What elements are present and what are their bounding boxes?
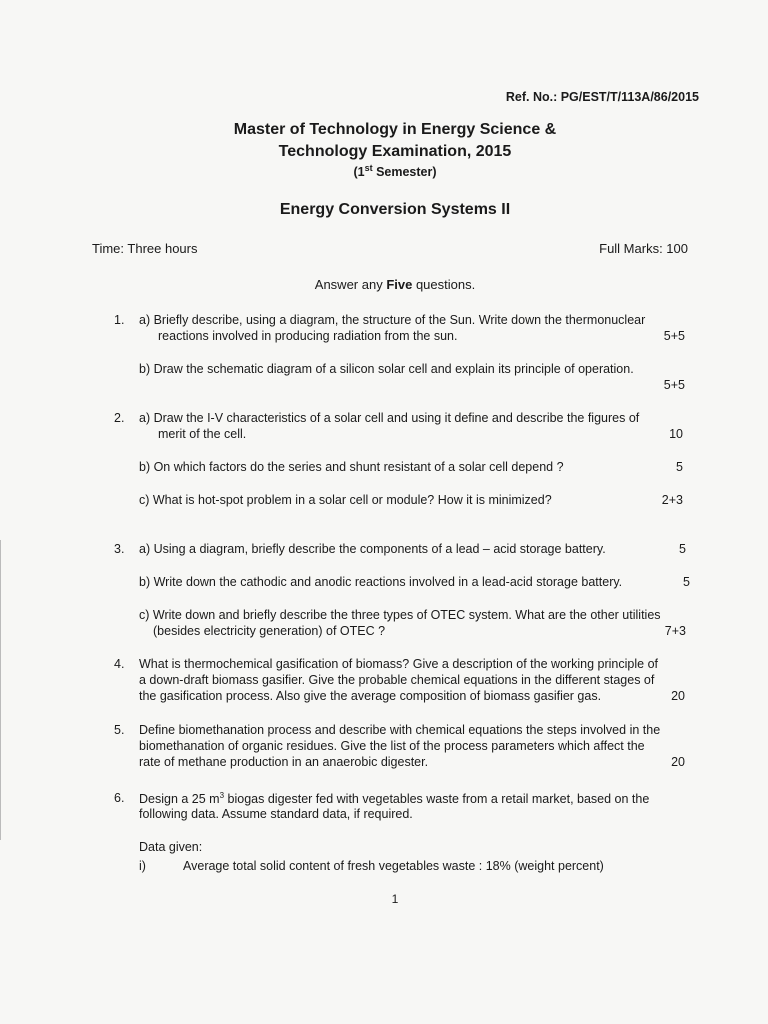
q6-item-i-number: i)	[139, 859, 146, 873]
q4-line3: the gasification process. Also give the average composition of biomass gasifier gas.	[139, 689, 602, 703]
scan-edge-line	[0, 540, 1, 840]
q6-line1-pre: Design a 25 m	[139, 792, 220, 807]
q5-marks: 20	[671, 755, 685, 769]
semester-suffix: Semester)	[372, 165, 437, 180]
q4-line2: a down-draft biomass gasifier. Give the probable chemical equations in the different stages of	[139, 673, 655, 687]
q3c-line1: c) Write down and briefly describe the three types of OTEC system. What are the other utilities	[139, 608, 661, 622]
q1a-line2: reactions involved in producing radiation from the sun.	[158, 329, 458, 343]
exam-title-line2: Technology Examination, 2015	[278, 143, 512, 160]
q3-number: 3.	[114, 542, 125, 556]
q5-line2: biomethanation of organic residues. Give the list of the process parameters which affect the	[139, 739, 645, 753]
q6-item-i-text: Average total solid content of fresh vegetables waste : 18% (weight percent)	[183, 859, 604, 873]
q2c-marks: 2+3	[661, 493, 683, 507]
q3c-line2: (besides electricity generation) of OTEC ?	[153, 624, 386, 638]
semester-prefix: (1	[353, 165, 365, 180]
full-marks: Full Marks: 100	[599, 241, 688, 256]
q1a-marks: 5+5	[663, 329, 685, 343]
q4-number: 4.	[114, 657, 125, 671]
q6-number: 6.	[114, 791, 125, 805]
q2a-line2: merit of the cell.	[158, 427, 247, 441]
semester	[0, 163, 768, 179]
q2b-marks: 5	[676, 460, 683, 474]
instruction-bold: Five	[386, 277, 413, 292]
q6-line1-sup: 3	[219, 791, 225, 800]
q6-line1	[139, 791, 649, 806]
q1b-marks: 5+5	[663, 378, 685, 392]
reference-number: Ref. No.: PG/EST/T/113A/86/2015	[505, 90, 699, 104]
q2c-line1: c) What is hot-spot problem in a solar cell or module? How it is minimized?	[139, 493, 552, 507]
q2b-line1: b) On which factors do the series and shunt resistant of a solar cell depend ?	[139, 460, 564, 474]
q3b-marks: 5	[683, 575, 690, 589]
q6-line2: following data. Assume standard data, if required.	[139, 807, 413, 821]
q4-marks: 20	[671, 689, 685, 703]
page-number: 1	[391, 892, 399, 906]
time-allowed: Time: Three hours	[92, 241, 198, 256]
q6-line1-post: biogas digester fed with vegetables waste from a retail market, based on the	[224, 792, 650, 807]
q2a-marks: 10	[669, 427, 683, 441]
q4-line1: What is thermochemical gasification of biomass? Give a description of the working principle of	[139, 657, 658, 671]
q5-number: 5.	[114, 723, 125, 737]
q1a-line1: a) Briefly describe, using a diagram, the structure of the Sun. Write down the thermonuclear	[139, 313, 646, 327]
q2-number: 2.	[114, 411, 125, 425]
q3a-marks: 5	[679, 542, 686, 556]
instruction-pre: Answer any	[314, 277, 387, 292]
exam-title-line1: Master of Technology in Energy Science &	[233, 121, 557, 138]
q2a-line1: a) Draw the I-V characteristics of a solar cell and using it define and describe the figures of	[139, 411, 640, 425]
q3c-marks: 7+3	[664, 624, 686, 638]
q5-line3: rate of methane production in an anaerobic digester.	[139, 755, 429, 769]
instruction-post: questions.	[412, 277, 476, 292]
instruction	[0, 277, 768, 292]
q3b-line1: b) Write down the cathodic and anodic reactions involved in a lead-acid storage battery.	[139, 575, 623, 589]
q3a-line1: a) Using a diagram, briefly describe the components of a lead – acid storage battery.	[139, 542, 606, 556]
subject-title: Energy Conversion Systems II	[279, 201, 511, 218]
q6-data-given: Data given:	[139, 840, 203, 854]
q5-line1: Define biomethanation process and describe with chemical equations the steps involved in the	[139, 723, 661, 737]
semester-sup: st	[364, 163, 373, 173]
q1-number: 1.	[114, 313, 125, 327]
q1b-line1: b) Draw the schematic diagram of a silicon solar cell and explain its principle of operation.	[139, 362, 634, 376]
